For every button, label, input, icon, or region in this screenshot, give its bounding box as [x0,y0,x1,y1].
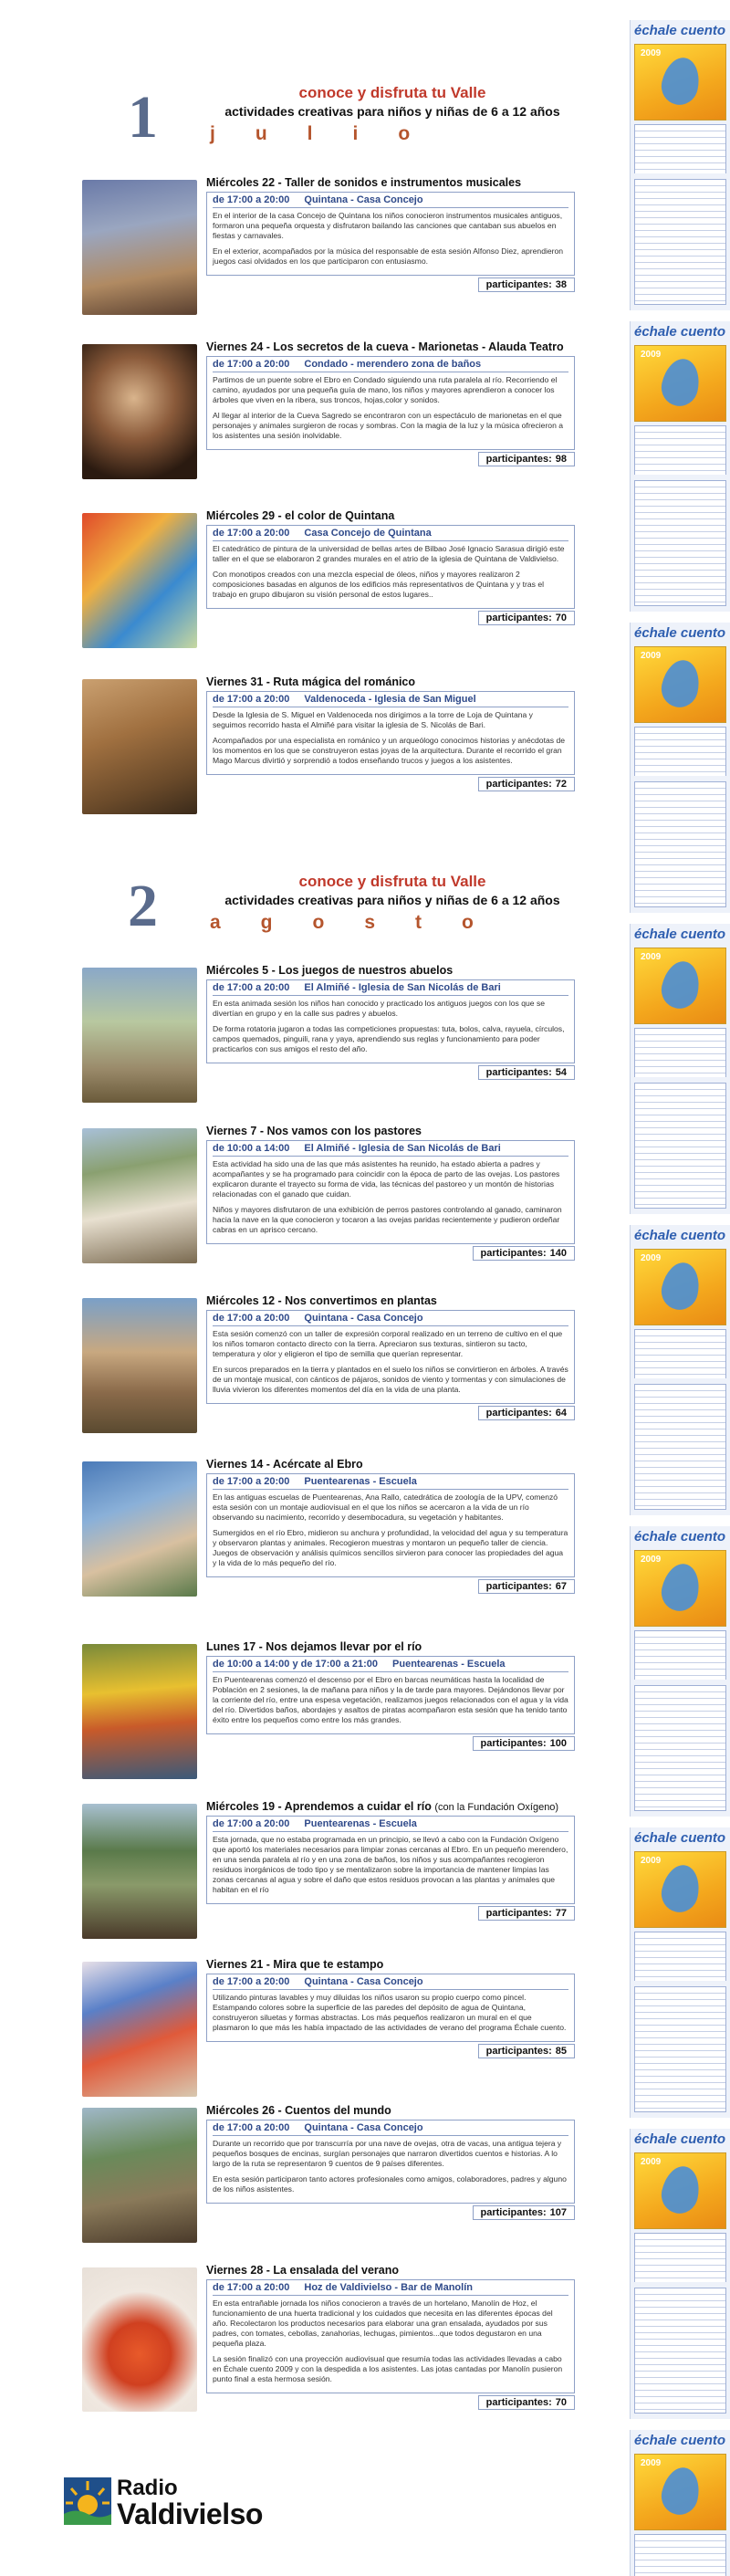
month-number: 1 [128,84,158,151]
poster-schedule-list [634,781,726,907]
participants-count: participantes: 77 [478,1906,575,1921]
activity-title: Viernes 28 - La ensalada del verano [206,2264,399,2277]
water-drop-icon [658,656,704,710]
poster-title: échale cuento [634,324,726,340]
activity-schedule [213,528,568,541]
activity-time: de 17:00 a 20:00 [213,1476,290,1487]
activity-time: de 10:00 a 14:00 y de 17:00 a 21:00 [213,1659,379,1670]
activity-title: Miércoles 29 - el color de Quintana [206,509,395,522]
water-drop-icon [658,2162,704,2216]
activity-info [206,192,575,276]
poster-schedule-list [634,727,726,781]
activity-title: Viernes 31 - Ruta mágica del románico [206,675,416,688]
participants-count: participantes: 64 [478,1406,575,1420]
activity-title: Miércoles 5 - Los juegos de nuestros abuelos [206,964,454,977]
activity-place: Puentearenas - Escuela [392,1659,506,1670]
poster-schedule-list [634,1986,726,2112]
poster-schedule-list [634,179,726,305]
activity-text: En las antiguas escuelas de Puentearenas, Ana Rallo, catedrática de zoología de la UPV, comenzó esta sesión con un montaje audiovisual en el que los niños se acercaron a la vida de un río observando su nacimiento, recorrido y desembocadura, su vegetación y habitantes. [213,1492,558,1522]
activity-text: Esta sesión comenzó con un taller de expresión corporal realizado en un terreno de cultivo en el que los niños tomaron contacto directo con la tierra. Apreciaron sus texturas, sintieron su tacto, temperatura y olor y eligieron el tipo de semilla que querían representar. [213,1329,563,1358]
activity-title: Miércoles 12 - Nos convertimos en plantas [206,1294,437,1307]
activity-schedule [213,1818,568,1832]
programme-poster-back [630,2282,730,2419]
poster-schedule-list [634,124,726,179]
poster-illustration [634,1550,726,1627]
activity-text: De forma rotatoria jugaron a todas las competiciones propuestas: tuta, bolos, calva, rayuela, círculos, campos quemados, pinguili, rana y yaya, aprendiendo sus reglas y funcionamiento para poder practicarlos con sus amigos el resto del año. [213,1024,565,1053]
activity-text: En Puentearenas comenzó el descenso por el Ebro en barcas neumáticas hasta la localidad de Población en 2 sesiones, la de mañana para niños y la de tarde para mayores. Dejándonos llevar por la corriente del río, entre una espesa vegetación, realizamos juegos relacionados con el agua y la vida del río. Divertidos baños, abordajes y asaltos de piratas acompañaron esta sesión que ha tenido tanto éxito entre los pequeños como entre los más grandes. [213,1675,568,1724]
activity-place: Puentearenas - Escuela [304,1818,417,1829]
programme-poster-back [630,1981,730,2118]
activity-schedule [213,1659,568,1672]
activity-info [206,2120,575,2204]
activity-photo [82,1298,197,1433]
activity-title: Viernes 21 - Mira que te estampo [206,1958,384,1971]
activity-time: de 17:00 a 20:00 [213,194,290,205]
poster-year: 2009 [641,48,662,58]
poster-schedule-list [634,1685,726,1811]
poster-title: échale cuento [634,2131,726,2147]
participants-count: participantes: 70 [478,611,575,625]
activity-block [82,509,575,660]
activity-time: de 10:00 a 14:00 [213,1143,290,1154]
programme-poster-back [630,1378,730,1515]
programme-poster [630,1827,730,1990]
water-drop-icon [658,2464,704,2518]
activity-text: En el exterior, acompañados por la música del responsable de esta sesión Alfonso Diez, aprendieron juegos casi olvidados en los que participaron con entusiasmo. [213,246,564,266]
activity-place: Quintana - Casa Concejo [304,2122,423,2133]
poster-title: échale cuento [634,23,726,38]
activity-title: Viernes 14 - Acércate al Ebro [206,1458,363,1471]
activity-text: La sesión finalizó con una proyección audiovisual que resumía todas las actividades llevadas a cabo en Échale cuento 2009 y con la despedida a los asistentes. Las jotas cantadas por Manolín pusieron punto final a esta hermosa sesión. [213,2354,563,2383]
participants-count: participantes: 72 [478,777,575,791]
activity-block [82,1125,575,1280]
poster-title: échale cuento [634,1529,726,1545]
poster-schedule-list [634,1932,726,1986]
activity-block [82,1958,575,2090]
activity-info [206,1816,575,1904]
poster-illustration [634,44,726,120]
activity-schedule [213,359,568,372]
activity-time: de 17:00 a 20:00 [213,2122,290,2133]
activity-info [206,979,575,1063]
activity-text: En esta sesión participaron tanto actores profesionales como amigos, colaboradores, padres y alguno de los niños asistentes. [213,2174,567,2194]
activity-time: de 17:00 a 20:00 [213,1313,290,1324]
activity-place: Valdenoceda - Iglesia de San Miguel [304,694,476,705]
month-subtitle: actividades creativas para niños y niñas de 6 a 12 años [224,893,560,907]
activity-photo [82,344,197,479]
programme-poster-back [630,776,730,913]
activity-text: Niños y mayores disfrutaron de una exhibición de perros pastores controlando al ganado, caminaron hacia la nave en la que conocieron y tocaron a las ovejas paridas recientemente y pudieron ordeñar cabras en un aprisco cercano. [213,1205,562,1234]
activity-text: En surcos preparados en la tierra y plantados en el suelo los niños se convirtieron en árboles. A través de un montaje musical, con cánticos de pájaros, sonidos de viento y tormentas y con simulaciones de lluvia vivieron los diferentes momentos del día en la vida de una planta. [213,1365,568,1394]
water-drop-icon [658,54,704,108]
activity-schedule [213,982,568,996]
activity-info [206,525,575,609]
programme-poster [630,1225,730,1387]
activity-schedule [213,1476,568,1490]
participants-count: participantes: 85 [478,2044,575,2058]
activity-schedule [213,1313,568,1326]
activity-time: de 17:00 a 20:00 [213,1976,290,1987]
participants-count: participantes: 54 [478,1065,575,1080]
water-drop-icon [658,1560,704,1614]
poster-schedule-list [634,2233,726,2288]
programme-poster [630,924,730,1086]
activity-block [82,2104,575,2241]
programme-poster-back [630,173,730,310]
poster-year: 2009 [641,651,662,661]
activity-place: Quintana - Casa Concejo [304,1313,423,1324]
participants-count: participantes: 67 [478,1579,575,1594]
month-title: conoce y disfruta tu Valle [298,873,486,890]
activity-info [206,1310,575,1404]
activity-photo [82,2267,197,2412]
poster-title: échale cuento [634,927,726,942]
activity-text: En esta entrañable jornada los niños conocieron a través de un hortelano, Manolín de Hoz, el funcionamiento de una huerta tradicional y los cuidados que necesita en las diferentes épocas del año. Recolectaron los productos necesarios para elaborar una gran ensalada, ayudados por sus padres, con tomates, cebollas, zanahorias, lechugas, pimientos...que todos degustaron en una pequeña plaza. [213,2299,553,2348]
month-name: julio [210,123,451,144]
poster-schedule-list [634,480,726,606]
programme-poster [630,20,730,183]
activity-text: Partimos de un puente sobre el Ebro en Condado siguiendo una ruta paralela al río. Recorriendo el camino, ayudados por una pequeña guía de mano, los niños y mayores aprendieron a conocer los árboles que viven en la ribera, sus troncos, hojas,color y sonidos. [213,375,558,404]
month-name: agosto [210,912,514,933]
activity-schedule [213,2122,568,2136]
water-drop-icon [658,958,704,1011]
activity-time: de 17:00 a 20:00 [213,359,290,370]
poster-year: 2009 [641,1856,662,1866]
activity-block [82,1458,575,1618]
activity-photo [82,513,197,648]
activity-place: Quintana - Casa Concejo [304,1976,423,1987]
activity-time: de 17:00 a 20:00 [213,2282,290,2293]
poster-year: 2009 [641,2157,662,2167]
activity-text: En el interior de la casa Concejo de Quintana los niños conocieron instrumentos musicales antiguos, formaron una pequeña orquesta y disfrutaron bailando las canciones que cantaban sus abuelos en fiestas y carnavales. [213,211,563,240]
activity-block [82,340,575,496]
radio-valdivielso-logo [64,2472,301,2530]
logo-text-valdivielso: Valdivielso [117,2497,263,2530]
participants-count: participantes: 100 [473,1736,576,1751]
activity-place: Hoz de Valdivielso - Bar de Manolín [304,2282,473,2293]
poster-schedule-list [634,1028,726,1083]
month-header-julio [119,84,593,151]
activity-info [206,2279,575,2393]
activity-title: Lunes 17 - Nos dejamos llevar por el río [206,1640,422,1653]
activity-schedule [213,1143,568,1157]
month-header-agosto [119,873,593,939]
participants-count: participantes: 98 [478,452,575,466]
poster-illustration [634,948,726,1024]
activity-text: Sumergidos en el río Ebro, midieron su anchura y profundidad, la velocidad del agua y su temperatura y observaron plantas y animales. Recogieron muestras y montaron un pequeño taller de ciencia. Juegos de observación y análisis químicos sencillos sirvieron para conocer las propiedades del agua y la vida de lo más pequeño del río. [213,1528,568,1567]
logo-text-radio: Radio [117,2476,178,2500]
month-title: conoce y disfruta tu Valle [298,84,486,101]
poster-schedule-list [634,1329,726,1384]
poster-year: 2009 [641,952,662,962]
programme-poster [630,2129,730,2291]
water-drop-icon [658,1259,704,1313]
activity-title: Viernes 7 - Nos vamos con los pastores [206,1125,422,1137]
activity-photo [82,1804,197,1939]
activity-time: de 17:00 a 20:00 [213,982,290,993]
activity-info [206,1140,575,1244]
participants-count: participantes: 107 [473,2205,576,2220]
activity-block [82,1294,575,1450]
activity-time: de 17:00 a 20:00 [213,694,290,705]
activity-text: Desde la Iglesia de S. Miguel en Valdenoceda nos dirigimos a la torre de Loja de Quintana y seguimos recorrido hasta el Almiñé para visitar la iglesia de S. Nicolás de Bari. [213,710,533,729]
participants-count: participantes: 140 [473,1246,576,1261]
activity-place: El Almiñé - Iglesia de San Nicolás de Bari [304,1143,501,1154]
poster-schedule-list [634,1630,726,1685]
water-drop-icon [658,1861,704,1915]
activity-schedule [213,2282,568,2296]
programme-poster [630,623,730,785]
poster-illustration [634,1249,726,1325]
poster-schedule-list [634,2534,726,2576]
poster-year: 2009 [641,1253,662,1263]
activity-block [82,964,575,1115]
activity-photo [82,1128,197,1263]
activity-block [82,1640,575,1773]
activity-text: En esta animada sesión los niños han conocido y practicado los antiguos juegos con los que se divertían en grupo y en la calle sus padres y abuelos. [213,999,546,1018]
activity-photo [82,2108,197,2243]
poster-year: 2009 [641,1555,662,1565]
radio-logo-icon [64,2477,111,2525]
programme-poster-back [630,475,730,612]
programme-poster-back [630,1077,730,1214]
activity-block [82,675,575,826]
poster-title: échale cuento [634,625,726,641]
participants-count: participantes: 38 [478,277,575,292]
activity-schedule [213,194,568,208]
poster-illustration [634,646,726,723]
activity-place: Condado - merendero zona de baños [304,359,482,370]
activity-text: Durante un recorrido que por transcurría por una nave de ovejas, otra de vacas, una antigua tejera y pequeños bosques de encinas, surgían personajes que narraron divertidos cuentos e historias. A lo largo de la ruta se representaron 9 cuentos de 9 países diferentes. [213,2139,562,2168]
activity-block [82,1800,575,1937]
activity-text: El catedrático de pintura de la universidad de bellas artes de Bilbao José Ignacio Sarasua dirigió este taller en el que se elaboraron 2 grandes murales en el atrio de la iglesia de Quintana de Valdivielso. [213,544,565,563]
activity-block [82,176,575,322]
activity-photo [82,180,197,315]
poster-schedule-list [634,1083,726,1209]
activity-time: de 17:00 a 20:00 [213,528,290,539]
poster-schedule-list [634,1384,726,1510]
activity-text: Utilizando pinturas lavables y muy diluidas los niños usaron su propio cuerpo como pincel. Estampando colores sobre la superficie de las paredes del depósito de agua de Quintana, construyeron siluetas y formas abstractas. Los más pequeños realizaron un mural en el que plasmaron lo que más les había impactado de las actividades de verano del programa Échale cuento. [213,1993,567,2032]
activity-photo [82,1461,197,1597]
poster-title: échale cuento [634,2433,726,2448]
poster-title: échale cuento [634,1228,726,1243]
activity-info [206,1974,575,2042]
activity-place: Puentearenas - Escuela [304,1476,417,1487]
activity-info [206,1656,575,1734]
poster-schedule-list [634,2288,726,2414]
activity-info [206,1473,575,1577]
activity-title: Viernes 24 - Los secretos de la cueva - Marionetas - Alauda Teatro [206,340,564,353]
participants-count: participantes: 70 [478,2395,575,2410]
activity-photo [82,1644,197,1779]
activity-text: Con monotipos creados con una mezcla especial de óleos, niños y mayores realizaron 2 composiciones basadas en algunos de los edificios más representativos de Quintana y y tras el trabajo en grupo dibujaron su visión personal de estos lugares.. [213,570,545,599]
activity-schedule [213,694,568,707]
poster-illustration [634,2454,726,2530]
activity-place: El Almiñé - Iglesia de San Nicolás de Bari [304,982,501,993]
activity-text: Acompañados por una especialista en románico y un arqueólogo conocimos historias y anécdotas de los momentos en los que se construyeron estas joyas de la arquitectura. Durante el recorrido el gran Mago Marcus divirtió y sorprendió a todos enseñando trucos y juegos a los asistentes. [213,736,565,765]
activity-title-note: (con la Fundación Oxígeno) [434,1802,559,1813]
poster-year: 2009 [641,2458,662,2468]
poster-title: échale cuento [634,1830,726,1846]
programme-poster-back [630,1680,730,1817]
programme-poster [630,1526,730,1689]
water-drop-icon [658,355,704,409]
activity-info [206,356,575,450]
activity-place: Casa Concejo de Quintana [304,528,432,539]
activity-title: Miércoles 26 - Cuentos del mundo [206,2104,391,2117]
activity-time: de 17:00 a 20:00 [213,1818,290,1829]
activity-place: Quintana - Casa Concejo [304,194,423,205]
poster-illustration [634,345,726,422]
activity-block [82,2264,575,2428]
activity-text: Esta jornada, que no estaba programada en un principio, se llevó a cabo con la Fundación Oxígeno que aportó los materiales necesarios para limpiar zonas cercanas al Ebro. En un pequeño merendero, en una senda paralela al río y en una zona de baños, los niños y sus acompañantes recogieron residuos inorgánicos de todo tipo y se mentalizaron sobre la importancia de mantener limpias las zonas cercanas al agua y sobre el daño que estos residuos provocan a las plantas y animales que habitan en el río [213,1835,568,1894]
poster-year: 2009 [641,350,662,360]
activity-photo [82,1962,197,2097]
activity-info [206,691,575,775]
activity-schedule [213,1976,568,1990]
poster-schedule-list [634,425,726,480]
activity-text: Esta actividad ha sido una de las que más asistentes ha reunido, ha estado abierta a padres y acompañantes y se ha programado para coincidir con la época de parto de las ovejas. Los pastores explicaron durante el trayecto su forma de vida, las técnicas del pastoreo y un montón de historias relacionadas con el ganado que cuidan. [213,1159,560,1199]
activity-title: Miércoles 22 - Taller de sonidos e instrumentos musicales [206,176,522,189]
month-subtitle: actividades creativas para niños y niñas de 6 a 12 años [224,104,560,119]
activity-photo [82,968,197,1103]
activity-photo [82,679,197,814]
poster-illustration [634,2152,726,2229]
activity-text: Al llegar al interior de la Cueva Sagredo se encontraron con un espectáculo de marionetas en el que personajes y animales surgieron de rocas y sombras. Con la magia de la luz y la música ofrecieron a los asistentes una sesión inolvidable. [213,411,564,440]
month-number: 2 [128,873,158,939]
poster-illustration [634,1851,726,1928]
programme-poster [630,321,730,484]
activity-title: Miércoles 19 - Aprendemos a cuidar el río (con la Fundación Oxígeno) [206,1800,559,1813]
programme-poster [630,2430,730,2576]
